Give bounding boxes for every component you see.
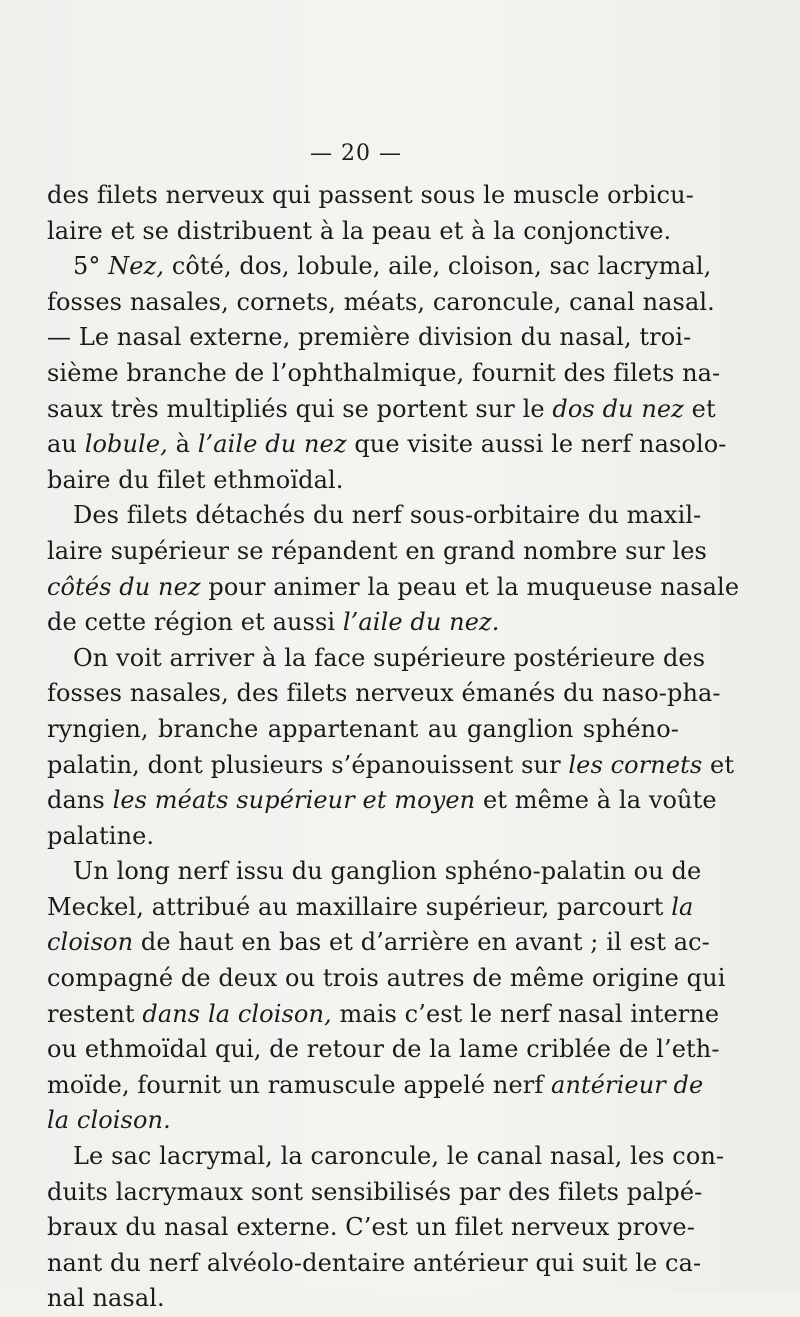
page-number: — 20 —: [310, 141, 402, 166]
text-line: ryngien, branche appartenant au ganglion sphéno-: [47, 714, 679, 743]
text-line: Meckel, attribué au maxillaire supérieur, parcourt la: [47, 892, 694, 921]
text-line: palatin, dont plusieurs s’épanouissent sur les cornets et: [47, 750, 735, 779]
text-line: côtés du nez pour animer la peau et la muqueuse nasale: [47, 572, 740, 601]
text-line: 5° Nez, côté, dos, lobule, aile, cloison, sac lacrymal,: [73, 252, 712, 281]
text-line: fosses nasales, des filets nerveux émanés du naso-pha-: [47, 679, 721, 708]
text-line: palatine.: [47, 821, 155, 850]
text-line: nal nasal.: [47, 1284, 165, 1313]
text-line: Des filets détachés du nerf sous-orbitaire du maxil-: [73, 501, 702, 530]
body-text: [47, 178, 740, 1317]
text-line: baire du filet ethmoïdal.: [47, 465, 344, 494]
text-line: — Le nasal externe, première division du nasal, troi-: [47, 323, 692, 352]
text-line: Un long nerf issu du ganglion sphéno-palatin ou de: [73, 857, 702, 886]
text-line: braux du nasal externe. C’est un filet nerveux prove-: [47, 1213, 695, 1242]
text-line: saux très multipliés qui se portent sur le dos du nez et: [47, 394, 716, 423]
text-line: au lobule, à l’aile du nez que visite aussi le nerf nasolo-: [47, 430, 727, 459]
text-line: compagné de deux ou trois autres de même origine qui: [47, 964, 726, 993]
text-line: cloison de haut en bas et d’arrière en avant ; il est ac-: [47, 928, 710, 957]
text-line: duits lacrymaux sont sensibilisés par des filets palpé-: [47, 1177, 703, 1206]
text-line: Le sac lacrymal, la caroncule, le canal nasal, les con-: [73, 1142, 725, 1171]
text-line: de cette région et aussi l’aile du nez.: [47, 608, 500, 637]
text-line: laire et se distribuent à la peau et à la conjonctive.: [47, 216, 672, 245]
text-line: sième branche de l’ophthalmique, fournit des filets na-: [47, 358, 721, 387]
text-line: On voit arriver à la face supérieure postérieure des: [73, 643, 706, 672]
text-line: nant du nerf alvéolo-dentaire antérieur qui suit le ca-: [47, 1248, 702, 1277]
text-line: la cloison.: [47, 1106, 171, 1135]
text-line: dans les méats supérieur et moyen et même à la voûte: [47, 786, 717, 815]
text-line: fosses nasales, cornets, méats, caroncule, canal nasal.: [47, 287, 715, 316]
text-line: restent dans la cloison, mais c’est le nerf nasal interne: [47, 999, 720, 1028]
text-line: ou ethmoïdal qui, de retour de la lame criblée de l’eth-: [47, 1035, 720, 1064]
text-line: des filets nerveux qui passent sous le muscle orbicu-: [47, 181, 694, 209]
text-line: moïde, fournit un ramuscule appelé nerf antérieur de: [47, 1070, 704, 1099]
text-line: laire supérieur se répandent en grand nombre sur les: [47, 536, 707, 565]
